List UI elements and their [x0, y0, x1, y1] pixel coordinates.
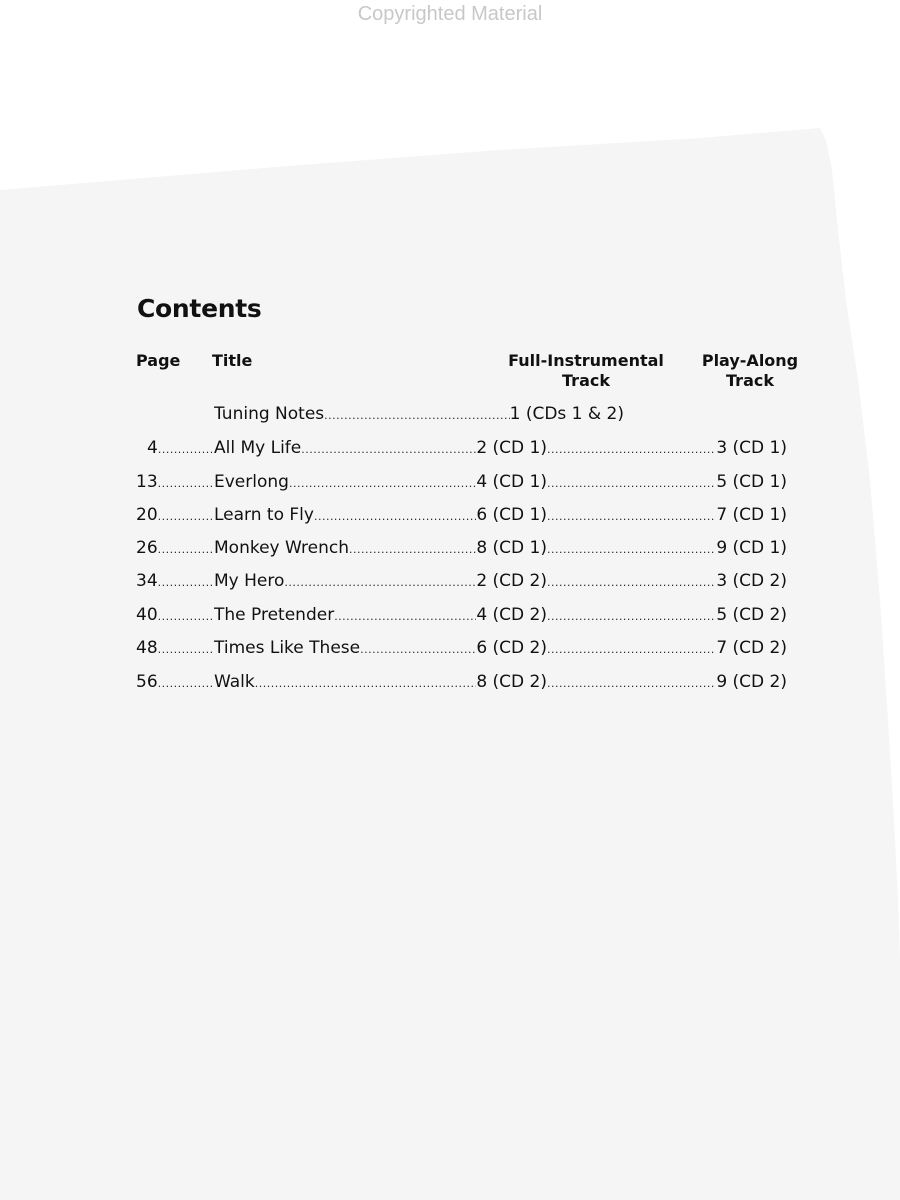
page-number: 56 [136, 672, 158, 692]
leader-dots [284, 571, 476, 593]
play-track: 7 (CD 1) [716, 505, 787, 525]
leader-dots [289, 472, 476, 494]
full-track: 1 (CDs 1 & 2) [509, 404, 624, 424]
table-row [136, 636, 796, 660]
page-segment [136, 536, 212, 562]
leader-dots [301, 438, 476, 460]
page-number: 13 [136, 472, 158, 492]
column-header-play-line1: Play-Along [701, 351, 799, 370]
play-segment [547, 470, 787, 494]
song-title: Times Like These [214, 638, 361, 658]
page-number: 4 [147, 438, 158, 458]
play-track: 7 (CD 2) [716, 638, 787, 658]
song-title: Monkey Wrench [214, 538, 350, 558]
leader-dots [547, 438, 716, 460]
copyright-watermark: Copyrighted Material [357, 3, 543, 25]
full-track: 2 (CD 1) [476, 438, 547, 458]
song-title: Everlong [214, 472, 289, 492]
leader-dots [158, 605, 212, 629]
column-header-full-line2: Track [562, 371, 610, 390]
page-segment [136, 503, 212, 529]
full-track: 6 (CD 2) [476, 638, 547, 658]
play-track: 3 (CD 1) [716, 438, 787, 458]
page-segment [136, 636, 212, 662]
full-track: 4 (CD 2) [476, 605, 547, 625]
table-row [136, 436, 796, 460]
table-row [136, 470, 796, 494]
leader-dots [158, 672, 212, 696]
play-track: 3 (CD 2) [716, 571, 787, 591]
page-number: 48 [136, 638, 158, 658]
play-segment [547, 603, 787, 627]
leader-dots [314, 505, 476, 527]
leader-dots [547, 638, 716, 660]
leader-dots [547, 505, 716, 527]
full-track: 8 (CD 2) [476, 672, 547, 692]
page-number: 34 [136, 571, 158, 591]
play-segment [547, 569, 787, 593]
leader-dots [547, 672, 716, 694]
leader-dots [158, 638, 212, 662]
title-segment [214, 536, 547, 560]
full-track: 2 (CD 2) [476, 571, 547, 591]
leader-dots [158, 571, 212, 595]
page-number: 40 [136, 605, 158, 625]
page-title: Contents [137, 294, 262, 323]
play-track: 5 (CD 2) [716, 605, 787, 625]
column-header-full-line1: Full-Instrumental [508, 351, 664, 370]
title-segment [214, 503, 547, 527]
leader-dots [360, 638, 476, 660]
leader-dots [349, 538, 476, 560]
full-track: 4 (CD 1) [476, 472, 547, 492]
leader-dots [547, 605, 716, 627]
page-segment [136, 603, 212, 629]
title-segment [214, 569, 547, 593]
column-header-page: Page [136, 351, 181, 370]
leader-dots [334, 605, 476, 627]
table-row [136, 670, 796, 694]
page-segment [136, 670, 212, 696]
page-segment [136, 436, 212, 462]
play-segment [547, 536, 787, 560]
table-row [136, 569, 796, 593]
leader-dots [158, 505, 212, 529]
leader-dots [547, 538, 716, 560]
page-segment [136, 569, 212, 595]
song-title: All My Life [214, 438, 302, 458]
play-track: 5 (CD 1) [716, 472, 787, 492]
play-segment [547, 636, 787, 660]
play-segment [547, 503, 787, 527]
full-track: 6 (CD 1) [476, 505, 547, 525]
title-segment [214, 436, 547, 460]
title-segment [214, 470, 547, 494]
leader-dots [158, 538, 212, 562]
song-title: Tuning Notes [214, 404, 325, 424]
song-title: Walk [214, 672, 255, 692]
play-track: 9 (CD 1) [716, 538, 787, 558]
page-number: 20 [136, 505, 158, 525]
column-header-play-along [700, 351, 800, 391]
song-title: The Pretender [214, 605, 335, 625]
column-header-play-line2: Track [726, 371, 774, 390]
title-segment [214, 670, 547, 694]
leader-dots [255, 672, 477, 694]
leader-dots [547, 571, 716, 593]
title-segment [214, 603, 547, 627]
song-title: Learn to Fly [214, 505, 314, 525]
column-header-full-instrumental [500, 351, 672, 391]
column-header-title: Title [212, 351, 253, 370]
page-segment [136, 470, 212, 496]
play-segment [547, 670, 787, 694]
leader-dots [547, 472, 716, 494]
song-title: My Hero [214, 571, 285, 591]
table-row [136, 603, 796, 627]
page-number: 26 [136, 538, 158, 558]
leader-dots [158, 472, 212, 496]
table-row [136, 536, 796, 560]
table-row [136, 402, 796, 426]
play-track: 9 (CD 2) [716, 672, 787, 692]
table-row [136, 503, 796, 527]
leader-dots [158, 438, 212, 462]
leader-dots [324, 404, 509, 426]
title-segment [214, 636, 547, 660]
full-track: 8 (CD 1) [476, 538, 547, 558]
play-segment [547, 436, 787, 460]
title-segment [214, 402, 624, 426]
